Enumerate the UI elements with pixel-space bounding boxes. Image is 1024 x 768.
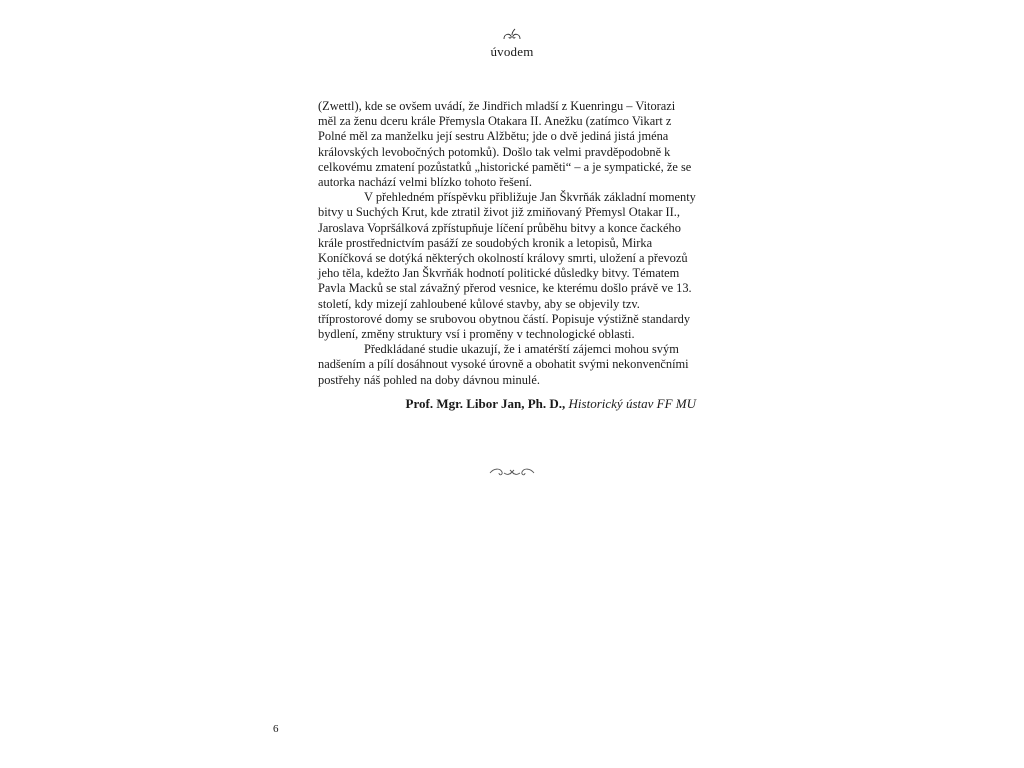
author-signature [318,396,696,412]
paragraph: (Zwettl), kde se ovšem uvádí, že Jindřich mladší z Kuenringu – Vitorazi měl za ženu dceru krále Přemysla Otakara II. Anežku (zatímco Vikart z Polné měl za manželku její sestru Alžbětu; jde o dvě jediná jistá jména královských levobočných potomků). Došlo tak velmi pravděpodobně k celkovému zmatení pozůstatků „historické paměti“ – a je sympatické, že se autorka nachází velmi blízko tohoto řešení. [318,99,692,190]
flourish-icon [501,28,523,42]
author-name: Prof. Mgr. Libor Jan, Ph. D., [405,396,566,411]
section-title: úvodem [490,44,534,59]
page-header [0,28,1024,60]
body-text [318,99,696,388]
author-affiliation: Historický ústav FF MU [568,396,696,411]
paragraph: Předkládané studie ukazují, že i amatérští zájemci mohou svým nadšením a pílí dosáhnout vysoké úrovně a obohatit svými nekonvenčními postřehy náš pohled na doby dávnou minulé. [318,342,689,387]
page-number: 6 [273,723,279,735]
vine-ornament-icon [488,465,536,479]
paragraph: V přehledném příspěvku přibližuje Jan Škvrňák základní momenty bitvy u Suchých Krut, kde ztratil život již zmiňovaný Přemysl Otakar II., Jaroslava Vopršálková zpřístupňuje líčení průběhu bitvy a konce čackého krále prostřednictvím pasáží ze soudobých kronik a letopisů, Mirka Koníčková se dotýká některých okolností královy smrti, uložení a převozů jeho těla, kdežto Jan Škvrňák hodnotí politické důsledky bitvy. Tématem Pavla Macků se stal závažný přerod vesnice, ke kterému došlo právě ve 13. století, kdy mizejí zahloubené kůlové stavby, aby se objevily tzv. tříprostorové domy se srubovou obytnou částí. Popisuje výstižně standardy bydlení, změny struktury vsí i proměny v technologické oblasti. [318,190,696,342]
